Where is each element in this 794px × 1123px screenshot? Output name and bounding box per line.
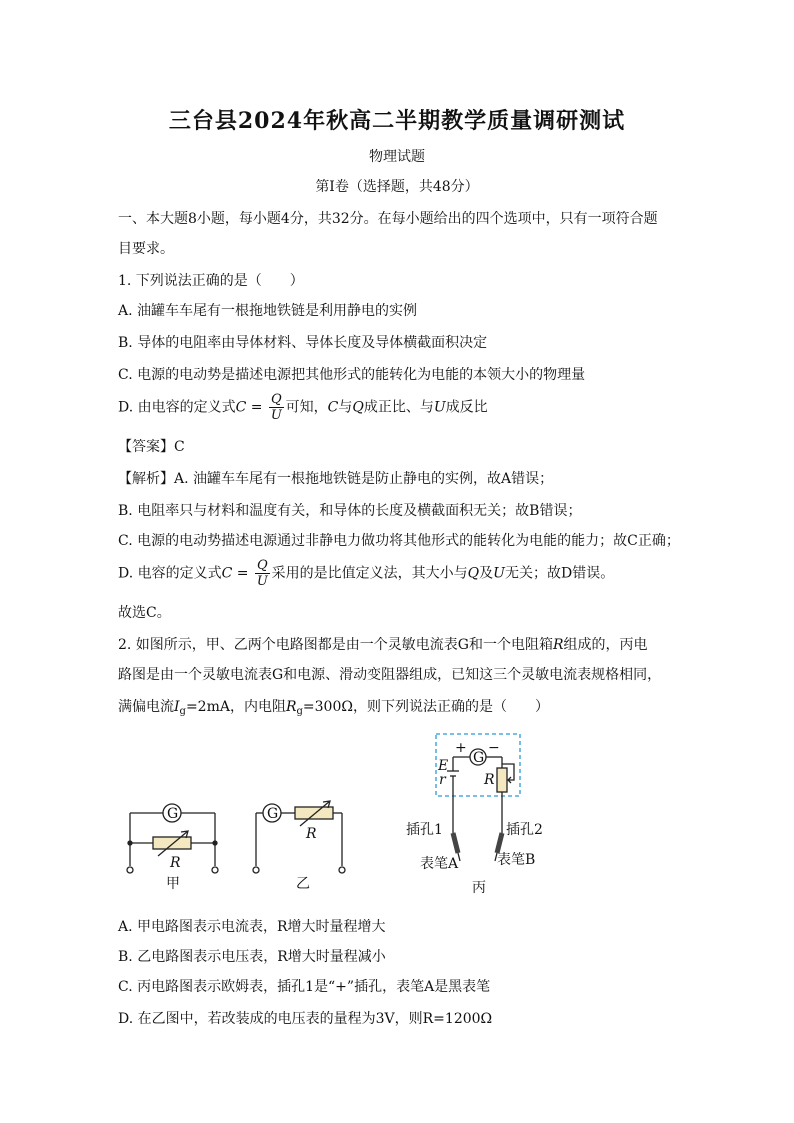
section-heading: 第Ⅰ卷（选择题，共48分） <box>315 179 479 195</box>
label-g-bing: G <box>473 750 485 766</box>
rheostat-bing <box>497 768 507 792</box>
q1-analysis-a: 【解析】A. 油罐车车尾有一根拖地铁链是防止静电的实例，故A错误； <box>118 471 554 487</box>
label-plus: + <box>455 740 467 756</box>
q2-stem-r: R <box>553 637 564 653</box>
part-instruction-line1: 一、本大题8小题，每小题4分，共32分。在每小题给出的四个选项中，只有一项符合题 <box>118 211 658 227</box>
q1-analysis-d-pre: D. 电容的定义式 <box>118 565 222 582</box>
resistor-box-yi <box>295 807 333 819</box>
label-r-jia: R <box>170 855 181 871</box>
label-r-yi: R <box>306 826 317 842</box>
label-pen-a: 表笔A <box>420 856 459 872</box>
q2-option-d: D. 在乙图中，若改装成的电压表的量程为3V，则R=1200Ω <box>118 1011 493 1027</box>
formula-eq: = <box>246 399 267 416</box>
formula-numerator: Q <box>271 392 282 407</box>
label-jack1: 插孔1 <box>406 822 443 838</box>
label-r-internal: r <box>439 772 446 788</box>
label-minus: − <box>488 740 500 756</box>
terminal-yi-right <box>339 867 345 873</box>
q1-option-d <box>118 392 488 423</box>
subject-title: 物理试题 <box>369 149 425 165</box>
q1-conclusion: 故选C。 <box>118 605 171 621</box>
formula-fraction <box>269 392 284 423</box>
q2-stem-1-end: 组成的，丙电 <box>563 637 648 653</box>
formula-u-2: U <box>433 399 446 416</box>
formula-eq-2: = <box>232 565 253 582</box>
formula-q-2: Q <box>352 399 364 416</box>
q1-stem: 1. 下列说法正确的是（ ） <box>118 273 304 289</box>
exam-title: 三台县2024年秋高二半期教学质量调研测试 <box>168 108 626 134</box>
q1-analysis-b: B. 电阻率只与材料和温度有关，和导体的长度及横截面积无关；故B错误； <box>118 503 582 519</box>
label-g-jia: G <box>167 806 179 822</box>
terminal-yi-left <box>253 867 259 873</box>
caption-jia: 甲 <box>166 876 180 892</box>
formula-and: 与 <box>338 399 353 416</box>
q1-answer: 【答案】C <box>118 439 185 455</box>
label-g-yi: G <box>267 806 279 822</box>
ig-symbol: I <box>174 699 180 715</box>
label-pen-b: 表笔B <box>497 852 536 868</box>
q1-option-b: B. 导体的电阻率由导体材料、导体长度及导体横截面积决定 <box>118 335 488 351</box>
q2-option-c: C. 丙电路图表示欧姆表，插孔1是“+”插孔，表笔A是黑表笔 <box>118 979 491 995</box>
q2-stem-3-mid: =2mA，内电阻 <box>185 699 286 715</box>
formula-c: C <box>235 399 247 416</box>
formula-c-3: C <box>221 565 233 582</box>
label-r-bing: R <box>484 772 495 788</box>
q2-stem-3-end: =300Ω，则下列说法正确的是（ ） <box>302 699 549 715</box>
formula-c-2: C <box>327 399 339 416</box>
q1-analysis-d-mid: 采用的是比值定义法，其大小与 <box>271 565 468 582</box>
rg-symbol: R <box>285 699 297 715</box>
q1-option-d-tail: 成正比、与 <box>363 399 434 416</box>
q1-analysis-c: C. 电源的电动势描述电源通过非静电力做功将其他形式的能转化为电能的能力；故C正确； <box>118 533 680 549</box>
q1-option-c: C. 电源的电动势是描述电源把其他形式的能转化为电能的本领大小的物理量 <box>118 367 586 383</box>
q2-stem-line1 <box>118 634 648 654</box>
caption-bing: 丙 <box>472 880 486 896</box>
formula-q-3: Q <box>467 565 480 582</box>
formula-u-3: U <box>493 565 505 582</box>
q2-stem-3-pre: 满偏电流 <box>118 699 174 715</box>
rg-subscript: g <box>296 706 303 717</box>
formula-fraction-2 <box>255 558 270 589</box>
terminal-jia-right <box>212 867 218 873</box>
resistor-box-jia <box>153 837 191 849</box>
formula-denominator-2: U <box>256 574 268 589</box>
q1-option-d-pre: D. 由电容的定义式 <box>118 399 236 416</box>
part-instruction-line2: 目要求。 <box>118 241 174 257</box>
q2-stem-1: 2. 如图所示，甲、乙两个电路图都是由一个灵敏电流表G和一个电阻箱 <box>118 637 553 653</box>
q1-option-d-end: 成反比 <box>445 399 488 416</box>
probe-a-body <box>453 833 458 853</box>
label-jack2: 插孔2 <box>506 822 543 838</box>
q1-analysis-d <box>118 558 614 589</box>
q2-stem-line3 <box>118 696 549 717</box>
q2-stem-line2: 路图是由一个灵敏电流表G和电源、滑动变阻器组成，已知这三个灵敏电流表规格相同， <box>118 667 662 683</box>
q2-option-b: B. 乙电路图表示电压表，R增大时量程减小 <box>118 949 386 965</box>
formula-numerator-2: Q <box>257 558 268 573</box>
probe-b-body <box>497 833 502 853</box>
caption-yi: 乙 <box>296 876 310 892</box>
q2-option-a: A. 甲电路图表示电流表，R增大时量程增大 <box>118 919 386 935</box>
q1-analysis-d-end: 无关；故D错误。 <box>504 565 615 582</box>
q1-analysis-d-and: 及 <box>479 565 494 582</box>
label-e: E <box>438 758 449 774</box>
terminal-jia-left <box>127 867 133 873</box>
q1-option-d-post: 可知， <box>285 399 328 416</box>
ig-subscript: g <box>179 706 186 717</box>
circuit-diagrams <box>0 728 794 898</box>
formula-denominator: U <box>270 408 282 423</box>
q1-option-a: A. 油罐车车尾有一根拖地铁链是利用静电的实例 <box>118 303 418 319</box>
